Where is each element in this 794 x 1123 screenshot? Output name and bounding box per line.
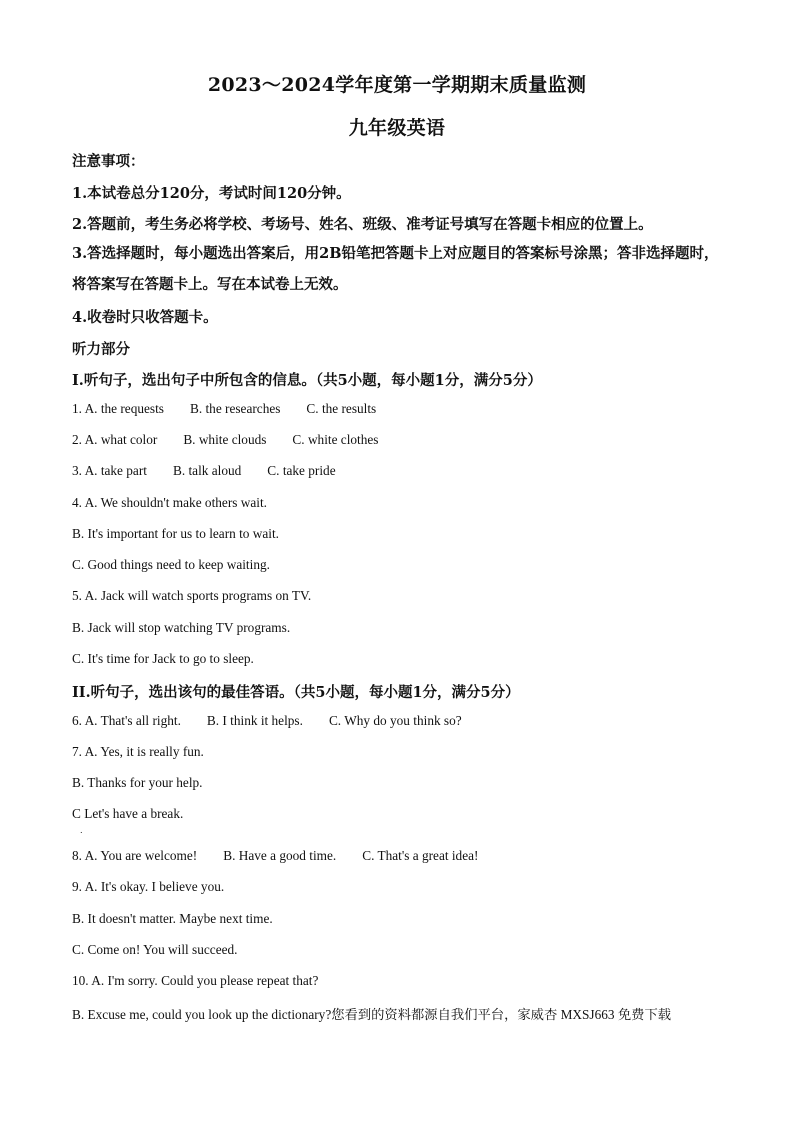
listening-heading: 听力部分	[72, 341, 130, 358]
option: 1. A. the requests	[72, 401, 164, 416]
option: B. the researches	[189, 401, 281, 416]
option: 8. A. You are welcome!	[72, 848, 198, 863]
option: C. the results	[306, 401, 377, 416]
section1-heading: I.听句子，选出句子中所包含的信息。（共5小题，每小题1分，满分5分）	[72, 372, 542, 389]
question-2	[72, 432, 378, 448]
question-7-option-b: B. Thanks for your help.	[72, 775, 203, 790]
option: C. take pride	[267, 463, 336, 478]
option: C. white clothes	[292, 432, 379, 447]
page-title: 2023～2024学年度第一学期期末质量监测	[207, 74, 587, 96]
question-10-option-b-line	[72, 1004, 671, 1023]
option: 2. A. what color	[72, 432, 158, 447]
question-5-option-a: 5. A. Jack will watch sports programs on TV.	[72, 588, 312, 603]
watermark-text: 您看到的资料都源自我们平台，家威杏 MXSJ663 免费下载	[331, 1007, 672, 1022]
question-9-option-a: 9. A. It's okay. I believe you.	[72, 879, 225, 894]
note-item: 3.答选择题时，每小题选出答案后，用2B铅笔把答题卡上对应题目的答案标号涂黑；答非选择题时，将答案写在答题卡上。写在本试卷上无效。	[72, 245, 719, 293]
option: C. That's a great idea!	[362, 848, 479, 863]
option: B. talk aloud	[172, 463, 242, 478]
question-8	[72, 848, 478, 864]
question-4-option-b: B. It's important for us to learn to wait.	[72, 526, 279, 541]
option: B. Excuse me, could you look up the dictionary?	[72, 1007, 332, 1022]
notes-heading: 注意事项：	[72, 153, 145, 170]
note-item: 2.答题前，考生务必将学校、考场号、姓名、班级、准考证号填写在答题卡相应的位置上。	[72, 216, 653, 233]
note-item: 1.本试卷总分120分，考试时间120分钟。	[72, 185, 351, 202]
question-9-option-c: C. Come on! You will succeed.	[72, 942, 238, 957]
option: B. Have a good time.	[223, 848, 337, 863]
question-4-option-a: 4. A. We shouldn't make others wait.	[72, 495, 267, 510]
question-6	[72, 713, 462, 729]
question-7-option-a: 7. A. Yes, it is really fun.	[72, 744, 204, 759]
question-4-option-c: C. Good things need to keep waiting.	[72, 557, 270, 572]
option: C. Why do you think so?	[328, 713, 462, 728]
question-5-option-b: B. Jack will stop watching TV programs.	[72, 620, 291, 635]
question-9-option-b: B. It doesn't matter. Maybe next time.	[72, 911, 273, 926]
question-3	[72, 463, 336, 479]
question-10-option-a: 10. A. I'm sorry. Could you please repeat that?	[72, 973, 319, 988]
question-7-option-c: C Let's have a break.	[72, 806, 184, 821]
section2-heading: II.听句子，选出该句的最佳答语。（共5小题，每小题1分，满分5分）	[72, 684, 520, 701]
option: 6. A. That's all right.	[72, 713, 181, 728]
page-subtitle: 九年级英语	[348, 117, 446, 139]
note-item: 4.收卷时只收答题卡。	[72, 309, 218, 326]
question-1	[72, 401, 376, 417]
option: B. I think it helps.	[206, 713, 303, 728]
question-5-option-c: C. It's time for Jack to go to sleep.	[72, 651, 254, 666]
option: 3. A. take part	[72, 463, 147, 478]
option: B. white clouds	[183, 432, 267, 447]
stray-mark: .	[80, 826, 83, 835]
